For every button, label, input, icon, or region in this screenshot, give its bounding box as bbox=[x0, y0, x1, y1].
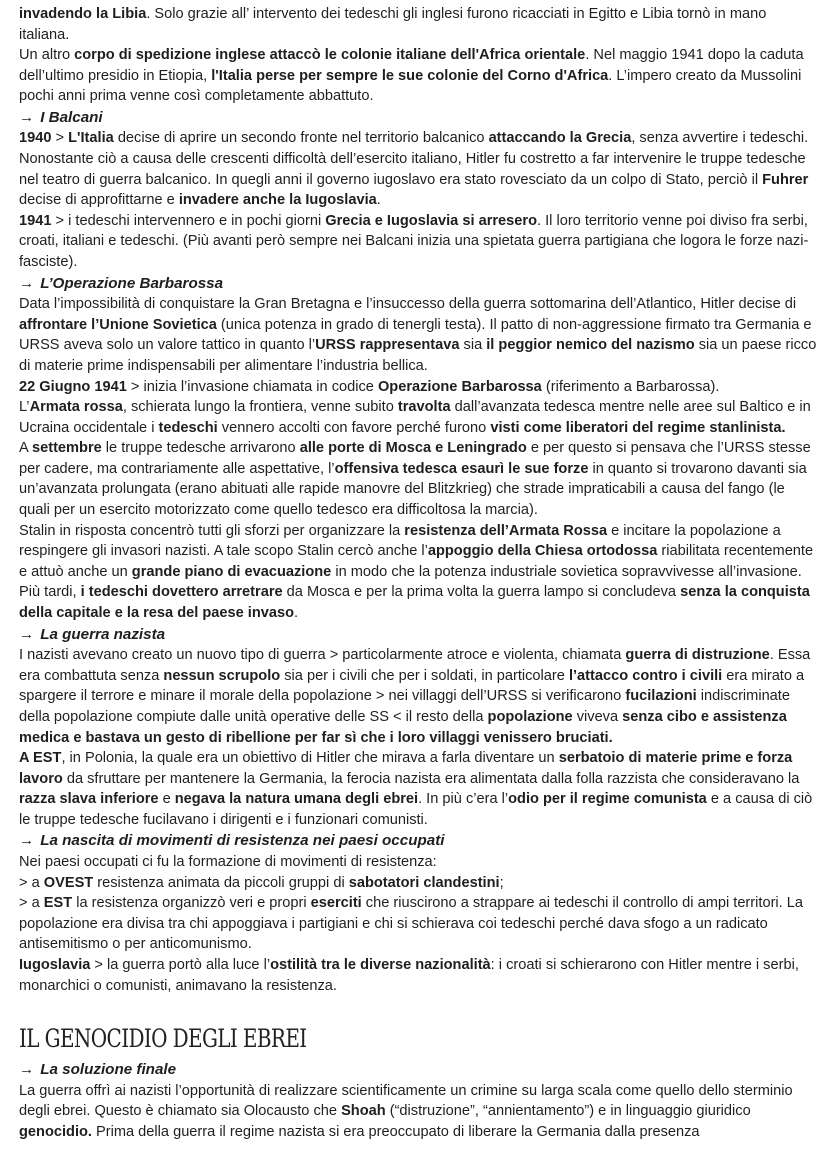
bold-text: offensiva tedesca esaurì le sue forze bbox=[334, 460, 589, 477]
text-run: che riuscirono a strappare ai tedeschi il controllo di ampi territori. La popolazione era divisa tra chi appoggiava i partigiani e chi si schierava coi tedeschi perché dava sfogo a un radicato antisemitismo o per anticomunismo. bbox=[19, 895, 804, 953]
text-run: . L’impero creato da Mussolini pochi anni prima venne così completamente abbattuto. bbox=[19, 67, 802, 105]
text-run: era mirato a spargere il terrore e minare il morale della popolazione > nei villaggi dell’URSS si verificarono bbox=[19, 667, 805, 705]
text-run: . Essa era combattuta senza bbox=[19, 647, 811, 684]
section-heading-text: La soluzione finale bbox=[40, 1061, 177, 1079]
paragraph bbox=[19, 4, 819, 45]
text-run: indiscriminate della popolazione compiute dalle unità operative delle SS < il resto della bbox=[19, 688, 790, 725]
bold-text: Grecia e Iugoslavia si arresero bbox=[325, 212, 537, 229]
section-heading-text: I Balcani bbox=[40, 108, 103, 126]
bold-text: invadendo la Libia bbox=[19, 6, 147, 22]
bold-text: nessun scrupolo bbox=[163, 667, 281, 684]
bold-text: ostilità tra le diverse nazionalità bbox=[270, 956, 491, 973]
bold-text: 1941 bbox=[19, 212, 52, 229]
bold-text: l’attacco contro i civili bbox=[568, 667, 723, 684]
text-run: in quanto si trovarono davanti sia un’avanzata prolungata (erano abituati alle rapide manovre del Blitzkrieg) che strade impraticabili a causa del fango (le quali per un esercito motorizzato come quello tedesco era difficoltosa la marcia). bbox=[19, 460, 807, 519]
paragraph bbox=[19, 955, 819, 996]
arrow-right-icon: → bbox=[19, 832, 35, 850]
text-run: . bbox=[294, 605, 299, 622]
text-run: Data l’impossibilità di conquistare la Gran Bretagna e l’insuccesso della guerra sottomarina dell’Atlantico, Hitler decise di bbox=[19, 296, 797, 313]
bold-text: genocidio. bbox=[19, 1123, 92, 1140]
text-run: > i tedeschi intervennero e in pochi giorni bbox=[51, 212, 326, 229]
bold-text: attaccando la Grecia bbox=[488, 130, 632, 147]
text-run: in modo che la potenza industriale sovietica sopravvivesse all’invasione. Più tardi, bbox=[19, 563, 802, 601]
text-run: sia per i civili che per i soldati, in particolare bbox=[280, 667, 569, 684]
paragraph bbox=[19, 521, 819, 624]
section-heading-text: L’Operazione Barbarossa bbox=[40, 274, 224, 292]
text-run: Nei paesi occupati ci fu la formazione di movimenti di resistenza: bbox=[19, 853, 437, 870]
text-run: Un altro bbox=[19, 47, 75, 64]
bold-text: guerra di distruzione bbox=[625, 647, 770, 664]
arrow-right-icon: → bbox=[19, 108, 35, 126]
arrow-right-icon: → bbox=[19, 625, 35, 643]
bold-text: razza slava inferiore bbox=[19, 791, 159, 808]
paragraph bbox=[19, 211, 819, 273]
text-run: ; bbox=[499, 874, 504, 891]
text-run: : i croati si schierarono con Hitler mentre i serbi, monarchici o comunisti, animavano la resistenza. bbox=[19, 956, 799, 994]
bold-text: popolazione bbox=[487, 708, 573, 725]
section-heading bbox=[19, 273, 819, 295]
document-page bbox=[19, 4, 819, 1142]
bold-text: A EST bbox=[19, 750, 62, 767]
paragraph bbox=[19, 45, 819, 107]
paragraph bbox=[19, 294, 819, 376]
text-run: (unica potenza in grado di tenergli testa). Il patto di non-aggressione firmato tra Germania e URSS aveva solo un valore tattico in quanto l’ bbox=[19, 316, 812, 354]
paragraph bbox=[19, 645, 819, 748]
paragraph bbox=[19, 873, 819, 894]
text-run: > bbox=[51, 130, 69, 147]
arrow-right-icon: → bbox=[19, 1061, 35, 1079]
bold-text: appoggio della Chiesa ortodossa bbox=[427, 543, 658, 560]
paragraph bbox=[19, 438, 819, 520]
text-run: decise di approfittarne e bbox=[19, 192, 179, 209]
text-run: . In più c’era l’ bbox=[418, 791, 509, 808]
text-run: Stalin in risposta concentrò tutti gli sforzi per organizzare la bbox=[19, 522, 405, 539]
bold-text: alle porte di Mosca e Leningrado bbox=[299, 440, 527, 457]
text-run: da Mosca e per la prima volta la guerra lampo si concludeva bbox=[282, 584, 681, 601]
paragraph bbox=[19, 893, 819, 955]
text-run: e incitare la popolazione a respingere gli invasori nazisti. A tale scopo Stalin cercò anche l’ bbox=[19, 522, 781, 560]
section-heading-text: La nascita di movimenti di resistenza nei paesi occupati bbox=[40, 832, 445, 850]
bold-text: negava la natura umana degli ebrei bbox=[174, 791, 419, 808]
bold-text: serbatoio di materie prime e forza lavoro bbox=[19, 750, 793, 787]
section-heading bbox=[19, 830, 819, 852]
bold-text: EST bbox=[43, 895, 73, 912]
bold-text: Fuhrer bbox=[762, 171, 809, 188]
text-run: vennero accolti con favore perché furono bbox=[217, 419, 491, 436]
text-run: . bbox=[376, 192, 381, 209]
bold-text: travolta bbox=[397, 399, 451, 416]
text-run: > a bbox=[19, 874, 44, 891]
bold-text: settembre bbox=[31, 440, 102, 457]
bold-text: corpo di spedizione inglese attaccò le colonie italiane dell'Africa orientale bbox=[74, 47, 586, 64]
bold-text: resistenza dell’Armata Rossa bbox=[404, 522, 608, 539]
paragraph bbox=[19, 397, 819, 438]
bold-text: URSS rappresentava bbox=[315, 337, 460, 354]
bold-text: Shoah bbox=[341, 1103, 386, 1120]
bold-text: affrontare l’Unione Sovietica bbox=[19, 316, 217, 333]
text-run: L’ bbox=[19, 399, 30, 416]
text-run: . Il loro territorio venne poi diviso fra serbi, croati, italiani e tedeschi. (Più avanti però sempre nei Balcani inizia una spietata guerra partigiana che logora le forze nazi-fasciste). bbox=[19, 212, 809, 271]
text-run: . Solo grazie all’ intervento dei tedeschi gli inglesi furono ricacciati in Egitto e Libia tornò in mano italiana. bbox=[19, 6, 767, 43]
arrow-right-icon: → bbox=[19, 274, 35, 292]
bold-text: 1940 bbox=[19, 130, 52, 147]
text-run: e a causa di ciò le truppe tedesche fucilavano i dirigenti e i funzionari comunisti. bbox=[19, 791, 813, 828]
text-run: (“distruzione”, “annientamento”) e in linguaggio giuridico bbox=[385, 1103, 751, 1120]
text-run: sia un paese ricco di materie prime indispensabili per alimentare l’industria bellica. bbox=[19, 337, 817, 374]
bold-text: il peggior nemico del nazismo bbox=[486, 337, 695, 354]
bold-text: l'Italia perse per sempre le sue colonie del Corno d'Africa bbox=[211, 67, 609, 84]
bold-text: OVEST bbox=[43, 874, 94, 891]
section-heading bbox=[19, 624, 819, 646]
bold-text: visti come liberatori del regime stanlinista. bbox=[490, 419, 786, 436]
text-run: , senza avvertire i tedeschi. Nonostante ciò a causa delle crescenti difficoltà dell’esercito italiano, Hitler fu costretto a far intervenire le truppe tedesche nel teatro di guerra balcanico. In quegli anni il governo iugoslavo era stato rovesciato da un colpo di Stato, perciò il bbox=[19, 130, 809, 188]
bold-text: Armata rossa bbox=[29, 399, 123, 416]
text-run: sia bbox=[459, 337, 487, 354]
text-run: > a bbox=[19, 895, 44, 912]
bold-text: sabotatori clandestini bbox=[348, 874, 500, 891]
bold-text: tedeschi bbox=[158, 419, 218, 436]
text-run: La guerra offrì ai nazisti l’opportunità di realizzare scientificamente un crimine su larga scala come quello dello sterminio degli ebrei. Questo è chiamato sia Olocausto che bbox=[19, 1082, 793, 1120]
chapter-title: IL GENOCIDIO DEGLI EBREI bbox=[19, 1024, 307, 1054]
text-run: , in Polonia, la quale era un obiettivo di Hitler che mirava a farla diventare un bbox=[61, 750, 559, 767]
bold-text: grande piano di evacuazione bbox=[131, 563, 332, 580]
text-run: da sfruttare per mantenere la Germania, la ferocia nazista era alimentata dalla folla razzista che consideravano la bbox=[62, 770, 800, 787]
text-run: dall’avanzata tedesca mentre nelle aree sul Baltico e in Ucraina occidentale i bbox=[19, 399, 811, 436]
text-run: , schierata lungo la frontiera, venne subito bbox=[122, 399, 398, 416]
section-heading-text: La guerra nazista bbox=[40, 625, 166, 643]
paragraph bbox=[19, 852, 819, 873]
text-run: decise di aprire un secondo fronte nel territorio balcanico bbox=[113, 130, 489, 147]
bold-text: invadere anche la Iugoslavia bbox=[178, 192, 377, 209]
text-run: A bbox=[19, 440, 32, 457]
text-run: Prima della guerra il regime nazista si era preoccupato di liberare la Germania dalla presenza bbox=[91, 1123, 700, 1140]
bold-text: odio per il regime comunista bbox=[508, 791, 707, 808]
bold-text: Operazione Barbarossa bbox=[377, 378, 542, 395]
bold-text: 22 Giugno 1941 bbox=[19, 378, 127, 395]
section-heading bbox=[19, 1059, 819, 1081]
text-run: le truppe tedesche arrivarono bbox=[101, 440, 300, 457]
text-run: (riferimento a Barbarossa). bbox=[541, 378, 720, 395]
text-run: la resistenza organizzò veri e propri bbox=[72, 895, 311, 912]
text-run: riabilitata recentemente e attuò anche un bbox=[19, 543, 814, 580]
text-run: resistenza animata da piccoli gruppi di bbox=[93, 874, 349, 891]
bold-text: eserciti bbox=[310, 895, 362, 912]
paragraph bbox=[19, 1081, 819, 1143]
paragraph bbox=[19, 377, 819, 398]
bold-text: senza la conquista della capitale e la resa del paese invaso bbox=[19, 584, 810, 622]
section-heading bbox=[19, 107, 819, 129]
text-run: viveva bbox=[572, 708, 623, 725]
paragraph bbox=[19, 128, 819, 210]
text-run: > la guerra portò alla luce l’ bbox=[90, 956, 271, 973]
bold-text: L'Italia bbox=[68, 130, 114, 147]
text-run: I nazisti avevano creato un nuovo tipo di guerra > particolarmente atroce e violenta, chiamata bbox=[19, 647, 626, 664]
text-run: . Nel maggio 1941 dopo la caduta dell’ultimo presidio in Etiopia, bbox=[19, 47, 804, 84]
bold-text: i tedeschi dovettero arretrare bbox=[80, 584, 283, 601]
text-run: e per questo si pensava che l’URSS stesse per cadere, ma contrariamente alle aspettative, l’ bbox=[19, 440, 811, 477]
text-run: > inizia l’invasione chiamata in codice bbox=[126, 378, 378, 395]
bold-text: fucilazioni bbox=[625, 688, 697, 705]
bold-text: Iugoslavia bbox=[19, 956, 91, 973]
paragraph bbox=[19, 748, 819, 830]
text-run: e bbox=[158, 791, 175, 808]
bold-text: senza cibo e assistenza medica e bastava un gesto di ribellione per far sì che i loro villaggi venissero bruciati. bbox=[19, 708, 787, 746]
